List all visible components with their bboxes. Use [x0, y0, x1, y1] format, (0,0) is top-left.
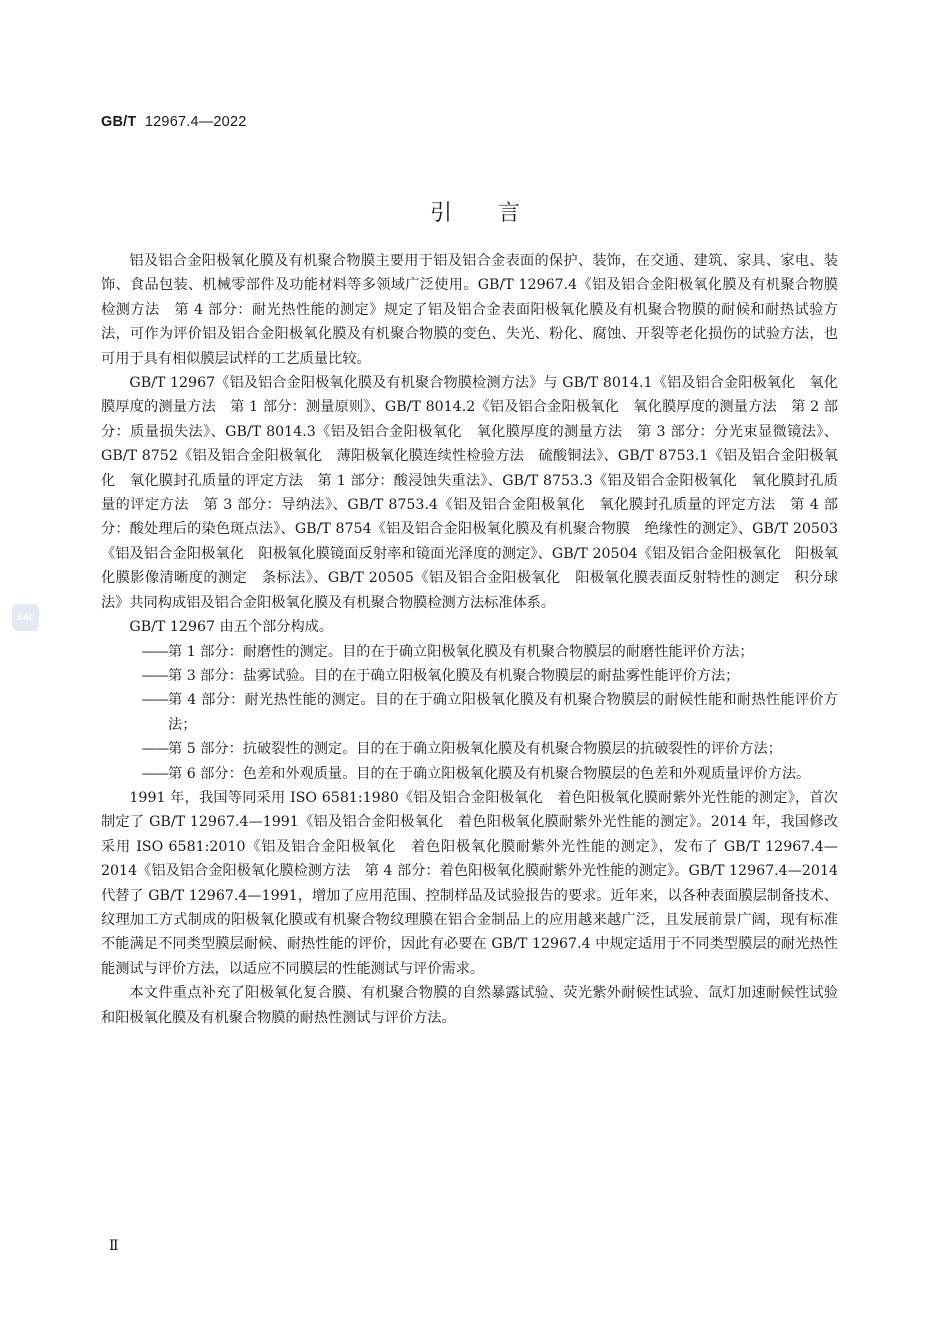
- list-dash: ——: [141, 692, 168, 709]
- page-title: 引言: [429, 201, 566, 226]
- list-item-text: 第 6 部分：色差和外观质量。目的在于确立阳极氧化膜及有机聚合物膜层的色差和外观质量评价方法。: [168, 765, 811, 782]
- sac-watermark-logo: SAC: [12, 604, 39, 631]
- list-dash: ——: [141, 643, 168, 660]
- page-number: Ⅱ: [109, 1238, 119, 1254]
- list-item-text: 第 3 部分：盐雾试验。目的在于确立阳极氧化膜及有机聚合物膜层的耐盐雾性能评价方法；: [168, 667, 740, 684]
- list-item-text: 第 5 部分：抗破裂性的测定。目的在于确立阳极氧化膜及有机聚合物膜层的抗破裂性的评价方法；: [168, 741, 782, 758]
- list-dash: ——: [141, 765, 168, 782]
- list-dash: ——: [141, 667, 168, 684]
- paragraph-supplement: 本文件重点补充了阳极氧化复合膜、有机聚合物膜的自然暴露试验、荧光紫外耐候性试验、氙灯加速耐候性试验和阳极氧化膜及有机聚合物膜的耐热性测试与评价方法。: [101, 985, 838, 1026]
- standard-code-prefix: GB/T: [101, 114, 137, 130]
- list-item-text: 第 1 部分：耐磨性的测定。目的在于确立阳极氧化膜及有机聚合物膜层的耐磨性能评价方法；: [168, 643, 754, 660]
- list-item-text: 第 4 部分：耐光热性能的测定。目的在于确立阳极氧化膜及有机聚合物膜层的耐候性能和耐热性能评价方法；: [168, 692, 838, 733]
- parts-list: [101, 640, 838, 786]
- introduction-body: [101, 249, 838, 1030]
- paragraph-history: 1991 年，我国等同采用 ISO 6581:1980《铝及铝合金阳极氧化 着色阳极氧化膜耐紫外光性能的测定》，首次制定了 GB/T 12967.4—1991《铝及铝合金阳极氧化 着色阳极氧化膜耐紫外光性能的测定》。2014 年，我国修改采用 ISO 6581:2010《铝及铝合金阳极氧化 着色阳极氧化膜耐紫外光性能的测定》，发布了 GB/T 12967.4—2014《铝及铝合金阳极氧化膜检测方法 第 4 部分：着色阳极氧化膜耐紫外光性能的测定》。GB/T 12967.4—2014 代替了 GB/T 12967.4—1991，增加了应用范围、控制样品及试验报告的要求。近年来，以各种表面膜层制备技术、纹理加工方式制成的阳极氧化膜或有机聚合物纹理膜在铝合金制品上的应用越来越广泛，且发展前景广阔，现有标准不能满足不同类型膜层耐候、耐热性能的评价，因此有必要在 GB/T 12967.4 中规定适用于不同类型膜层的耐光热性能测试与评价方法，以适应不同膜层的性能测试与评价需求。: [101, 789, 838, 977]
- list-dash: ——: [141, 741, 168, 758]
- list-item: [101, 688, 838, 737]
- list-item: [101, 737, 838, 761]
- standard-code-number: 12967.4—2022: [144, 114, 247, 130]
- standard-code: [101, 114, 246, 130]
- list-item: [101, 664, 838, 688]
- list-item: [101, 640, 838, 664]
- list-item: [101, 762, 838, 786]
- paragraph-standard-system: GB/T 12967《铝及铝合金阳极氧化膜及有机聚合物膜检测方法》与 GB/T 8014.1《铝及铝合金阳极氧化 氧化膜厚度的测量方法 第 1 部分：测量原则》、GB/T 8014.2《铝及铝合金阳极氧化 氧化膜厚度的测量方法 第 2 部分：质量损失法》、GB/T 8014.3《铝及铝合金阳极氧化 氧化膜厚度的测量方法 第 3 部分：分光束显微镜法》、GB/T 8752《铝及铝合金阳极氧化 薄阳极氧化膜连续性检验方法 硫酸铜法》、GB/T 8753.1《铝及铝合金阳极氧化 氧化膜封孔质量的评定方法 第 1 部分：酸浸蚀失重法》、GB/T 8753.3《铝及铝合金阳极氧化 氧化膜封孔质量的评定方法 第 3 部分：导纳法》、GB/T 8753.4《铝及铝合金阳极氧化 氧化膜封孔质量的评定方法 第 4 部分：酸处理后的染色斑点法》、GB/T 8754《铝及铝合金阳极氧化膜及有机聚合物膜 绝缘性的测定》、GB/T 20503《铝及铝合金阳极氧化 阳极氧化膜镜面反射率和镜面光泽度的测定》、GB/T 20504《铝及铝合金阳极氧化 阳极氧化膜影像清晰度的测定 条标法》、GB/T 20505《铝及铝合金阳极氧化 阳极氧化膜表面反射特性的测定 积分球法》共同构成铝及铝合金阳极氧化膜及有机聚合物膜检测方法标准体系。: [101, 375, 838, 611]
- paragraph-purpose: 铝及铝合金阳极氧化膜及有机聚合物膜主要用于铝及铝合金表面的保护、装饰，在交通、建筑、家具、家电、装饰、食品包装、机械零部件及功能材料等多领域广泛使用。GB/T 12967.4《铝及铝合金阳极氧化膜及有机聚合物膜检测方法 第 4 部分：耐光热性能的测定》规定了铝及铝合金表面阳极氧化膜及有机聚合物膜的耐候和耐热试验方法，可作为评价铝及铝合金阳极氧化膜及有机聚合物膜的变色、失光、粉化、腐蚀、开裂等老化损伤的试验方法，也可用于具有相似膜层试样的工艺质量比较。: [101, 253, 838, 367]
- paragraph-parts-intro: GB/T 12967 由五个部分构成。: [129, 619, 334, 636]
